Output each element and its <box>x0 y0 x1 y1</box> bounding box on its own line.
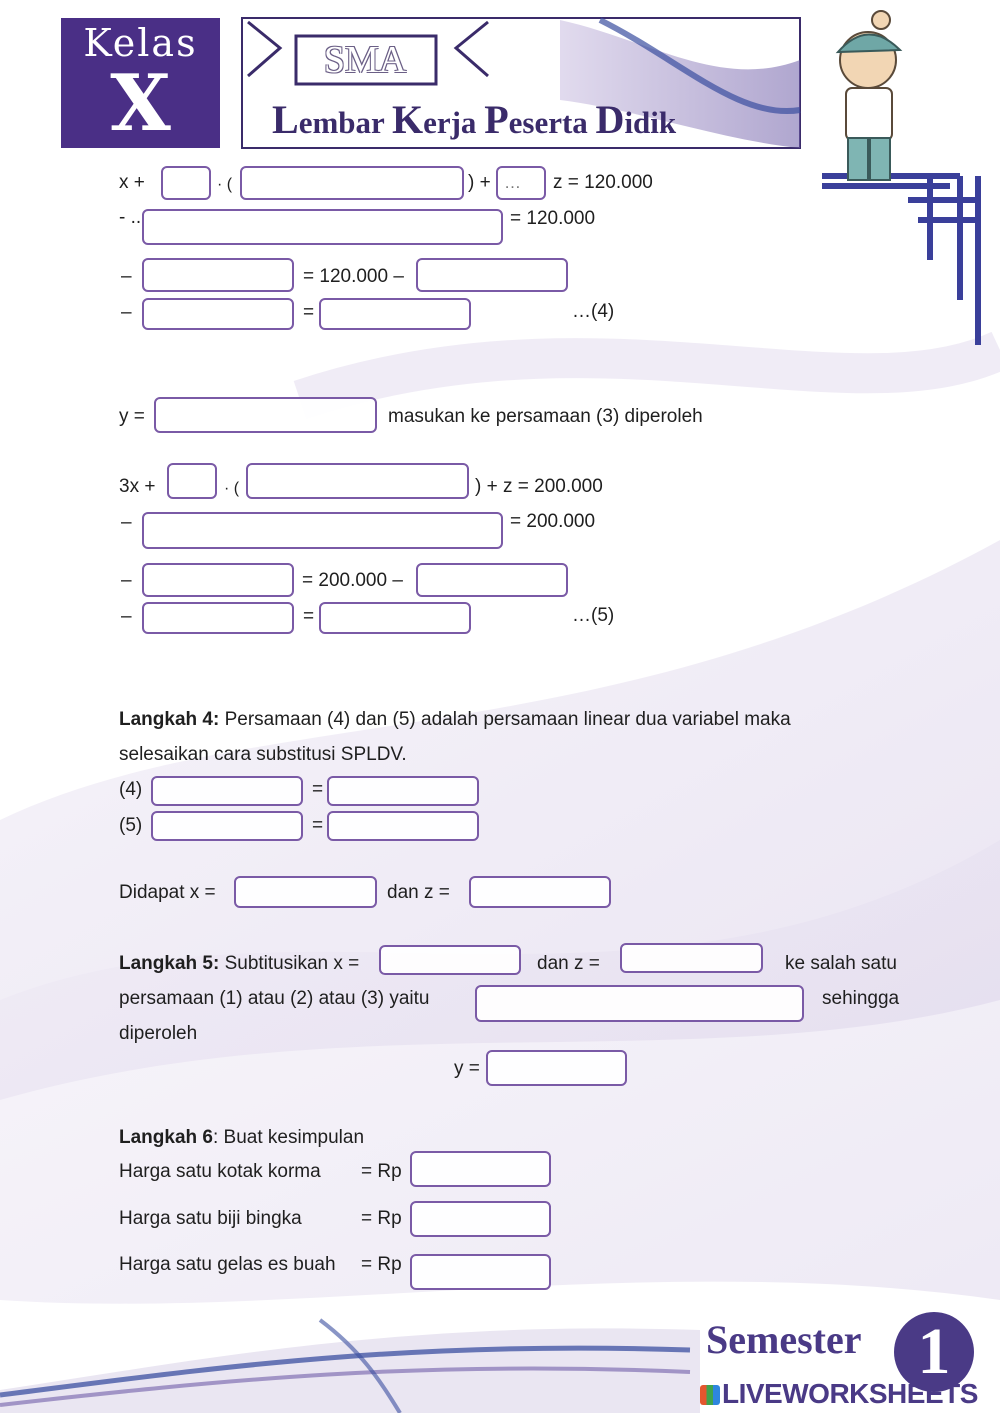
liveworksheets-logo[interactable] <box>700 1378 978 1410</box>
step4-result-prefix: Didapat x = <box>119 882 216 903</box>
step5-z-input[interactable] <box>620 943 763 973</box>
eq4-r1-z-coef-input[interactable] <box>496 166 546 200</box>
x-result-input[interactable] <box>234 876 377 908</box>
liveworksheets-icon <box>700 1385 720 1405</box>
step5-text1: Subtitusikan x = <box>224 953 360 974</box>
kelas-badge <box>61 18 220 148</box>
title-cap-d: D <box>595 97 625 142</box>
eq4-r3-mid: = 120.000 – <box>303 266 404 287</box>
eq5-r3-lhs-input[interactable] <box>142 563 294 597</box>
step4-text1: Persamaan (4) dan (5) adalah persamaan linear dua variabel maka <box>224 709 791 730</box>
step6-item-2-eq: = Rp <box>361 1254 402 1275</box>
step5-text-dan: dan z = <box>537 953 600 974</box>
y-result-input[interactable] <box>486 1050 627 1086</box>
eq5-r3-prefix: – <box>121 570 132 591</box>
step6-item-1-name: Harga satu biji bingka <box>119 1208 302 1229</box>
step6-item-1-eq: = Rp <box>361 1208 402 1229</box>
step4-row5-equals: = <box>312 815 324 836</box>
price-bingka-input[interactable] <box>410 1201 551 1237</box>
step5-text2: persamaan (1) atau (2) atau (3) yaitu <box>119 988 430 1009</box>
eq4-r1-close-plus: ) + <box>468 172 491 193</box>
step5-equation-input[interactable] <box>475 985 804 1022</box>
eq4-r4-lhs-input[interactable] <box>142 298 294 330</box>
eq4-label: …(4) <box>572 301 615 322</box>
title-cap-p: P <box>484 97 509 142</box>
y-line-suffix: masukan ke persamaan (3) diperoleh <box>388 406 703 427</box>
step6-line1 <box>119 1127 364 1149</box>
eq4-r1-coef-input[interactable] <box>161 166 211 200</box>
step5-x-input[interactable] <box>379 945 521 975</box>
sma-badge: SMA <box>323 39 407 81</box>
eq5-r4-prefix: – <box>121 606 132 627</box>
eq5-r1-expr-input[interactable] <box>246 463 469 499</box>
eq5-r1-coef-input[interactable] <box>167 463 217 499</box>
eq4-r1-dot-open: · ( <box>217 176 233 193</box>
step4-row4-rhs-input[interactable] <box>327 776 479 806</box>
eq5-r1-dot-open: · ( <box>224 480 240 497</box>
eq5-r2-rhs: = 200.000 <box>510 511 596 532</box>
step5-text3: diperoleh <box>119 1023 198 1044</box>
y-line-prefix: y = <box>119 406 145 427</box>
kelas-word: Kelas <box>83 21 198 65</box>
eq5-r4-rhs-input[interactable] <box>319 602 471 634</box>
eq4-r2-rhs: = 120.000 <box>510 208 596 229</box>
step4-row5-lhs-input[interactable] <box>151 811 303 841</box>
step6-item-0-eq: = Rp <box>361 1161 402 1182</box>
eq4-r2-expr-input[interactable] <box>142 209 503 245</box>
step5-line1 <box>119 953 359 975</box>
eq5-r3-rhs-input[interactable] <box>416 563 568 597</box>
eq4-r3-prefix: – <box>121 266 132 287</box>
title-rest-1: embar <box>298 105 392 140</box>
eq4-r3-lhs-input[interactable] <box>142 258 294 292</box>
eq4-r1-rhs: z = 120.000 <box>553 172 653 193</box>
step4-row5-rhs-input[interactable] <box>327 811 479 841</box>
liveworksheets-text: LIVEWORKSHEETS <box>722 1378 978 1409</box>
step4-row5-label: (5) <box>119 815 143 836</box>
step5-text-ke: ke salah satu <box>785 953 897 974</box>
semester-number: 1 <box>894 1312 974 1392</box>
kelas-number: X <box>110 58 171 149</box>
eq5-r3-mid: = 200.000 – <box>302 570 403 591</box>
eq4-r4-mid: = <box>303 302 315 323</box>
step4-result-mid: dan z = <box>387 882 450 903</box>
eq4-r4-prefix: – <box>121 302 132 323</box>
title-cap-l: L <box>272 97 299 142</box>
eq5-r4-lhs-input[interactable] <box>142 602 294 634</box>
eq4-r1-prefix: x + <box>119 172 145 193</box>
price-korma-input[interactable] <box>410 1151 551 1187</box>
worksheet-title <box>272 97 677 142</box>
step6-label-rest: : Buat kesimpulan <box>212 1127 365 1148</box>
title-rest-3: eserta <box>508 105 596 140</box>
eq5-r2-expr-input[interactable] <box>142 512 503 549</box>
step4-row4-label: (4) <box>119 779 143 800</box>
price-es-buah-input[interactable] <box>410 1254 551 1290</box>
z-result-input[interactable] <box>469 876 611 908</box>
eq4-r3-rhs-input[interactable] <box>416 258 568 292</box>
eq4-r1-expr-input[interactable] <box>240 166 464 200</box>
title-rest-2: erja <box>423 105 485 140</box>
eq5-r1-rhs: ) + z = 200.000 <box>475 476 603 497</box>
step4-row4-lhs-input[interactable] <box>151 776 303 806</box>
eq5-r2-prefix: – <box>121 512 132 533</box>
eq5-r1-prefix: 3x + <box>119 476 156 497</box>
step6-item-0-name: Harga satu kotak korma <box>119 1161 321 1182</box>
step4-text2: selesaikan cara substitusi SPLDV. <box>119 744 407 765</box>
step6-label: Langkah 6 <box>119 1127 213 1148</box>
step4-row4-equals: = <box>312 779 324 800</box>
step6-item-2-name: Harga satu gelas es buah <box>119 1254 336 1275</box>
step5-label: Langkah 5: <box>119 953 220 974</box>
title-cap-k: K <box>391 97 424 142</box>
title-rest-4: idik <box>624 105 677 140</box>
eq4-r2-prefix: - .. <box>119 207 142 228</box>
step5-y-label: y = <box>454 1058 480 1079</box>
step4-label: Langkah 4: <box>119 709 220 730</box>
y-expr-input[interactable] <box>154 397 377 433</box>
eq4-r4-rhs-input[interactable] <box>319 298 471 330</box>
step4-line1 <box>119 709 791 731</box>
semester-label: Semester <box>706 1317 862 1362</box>
eq5-r4-mid: = <box>303 606 315 627</box>
step5-text-sehingga: sehingga <box>822 988 900 1009</box>
eq5-label: …(5) <box>572 605 615 626</box>
